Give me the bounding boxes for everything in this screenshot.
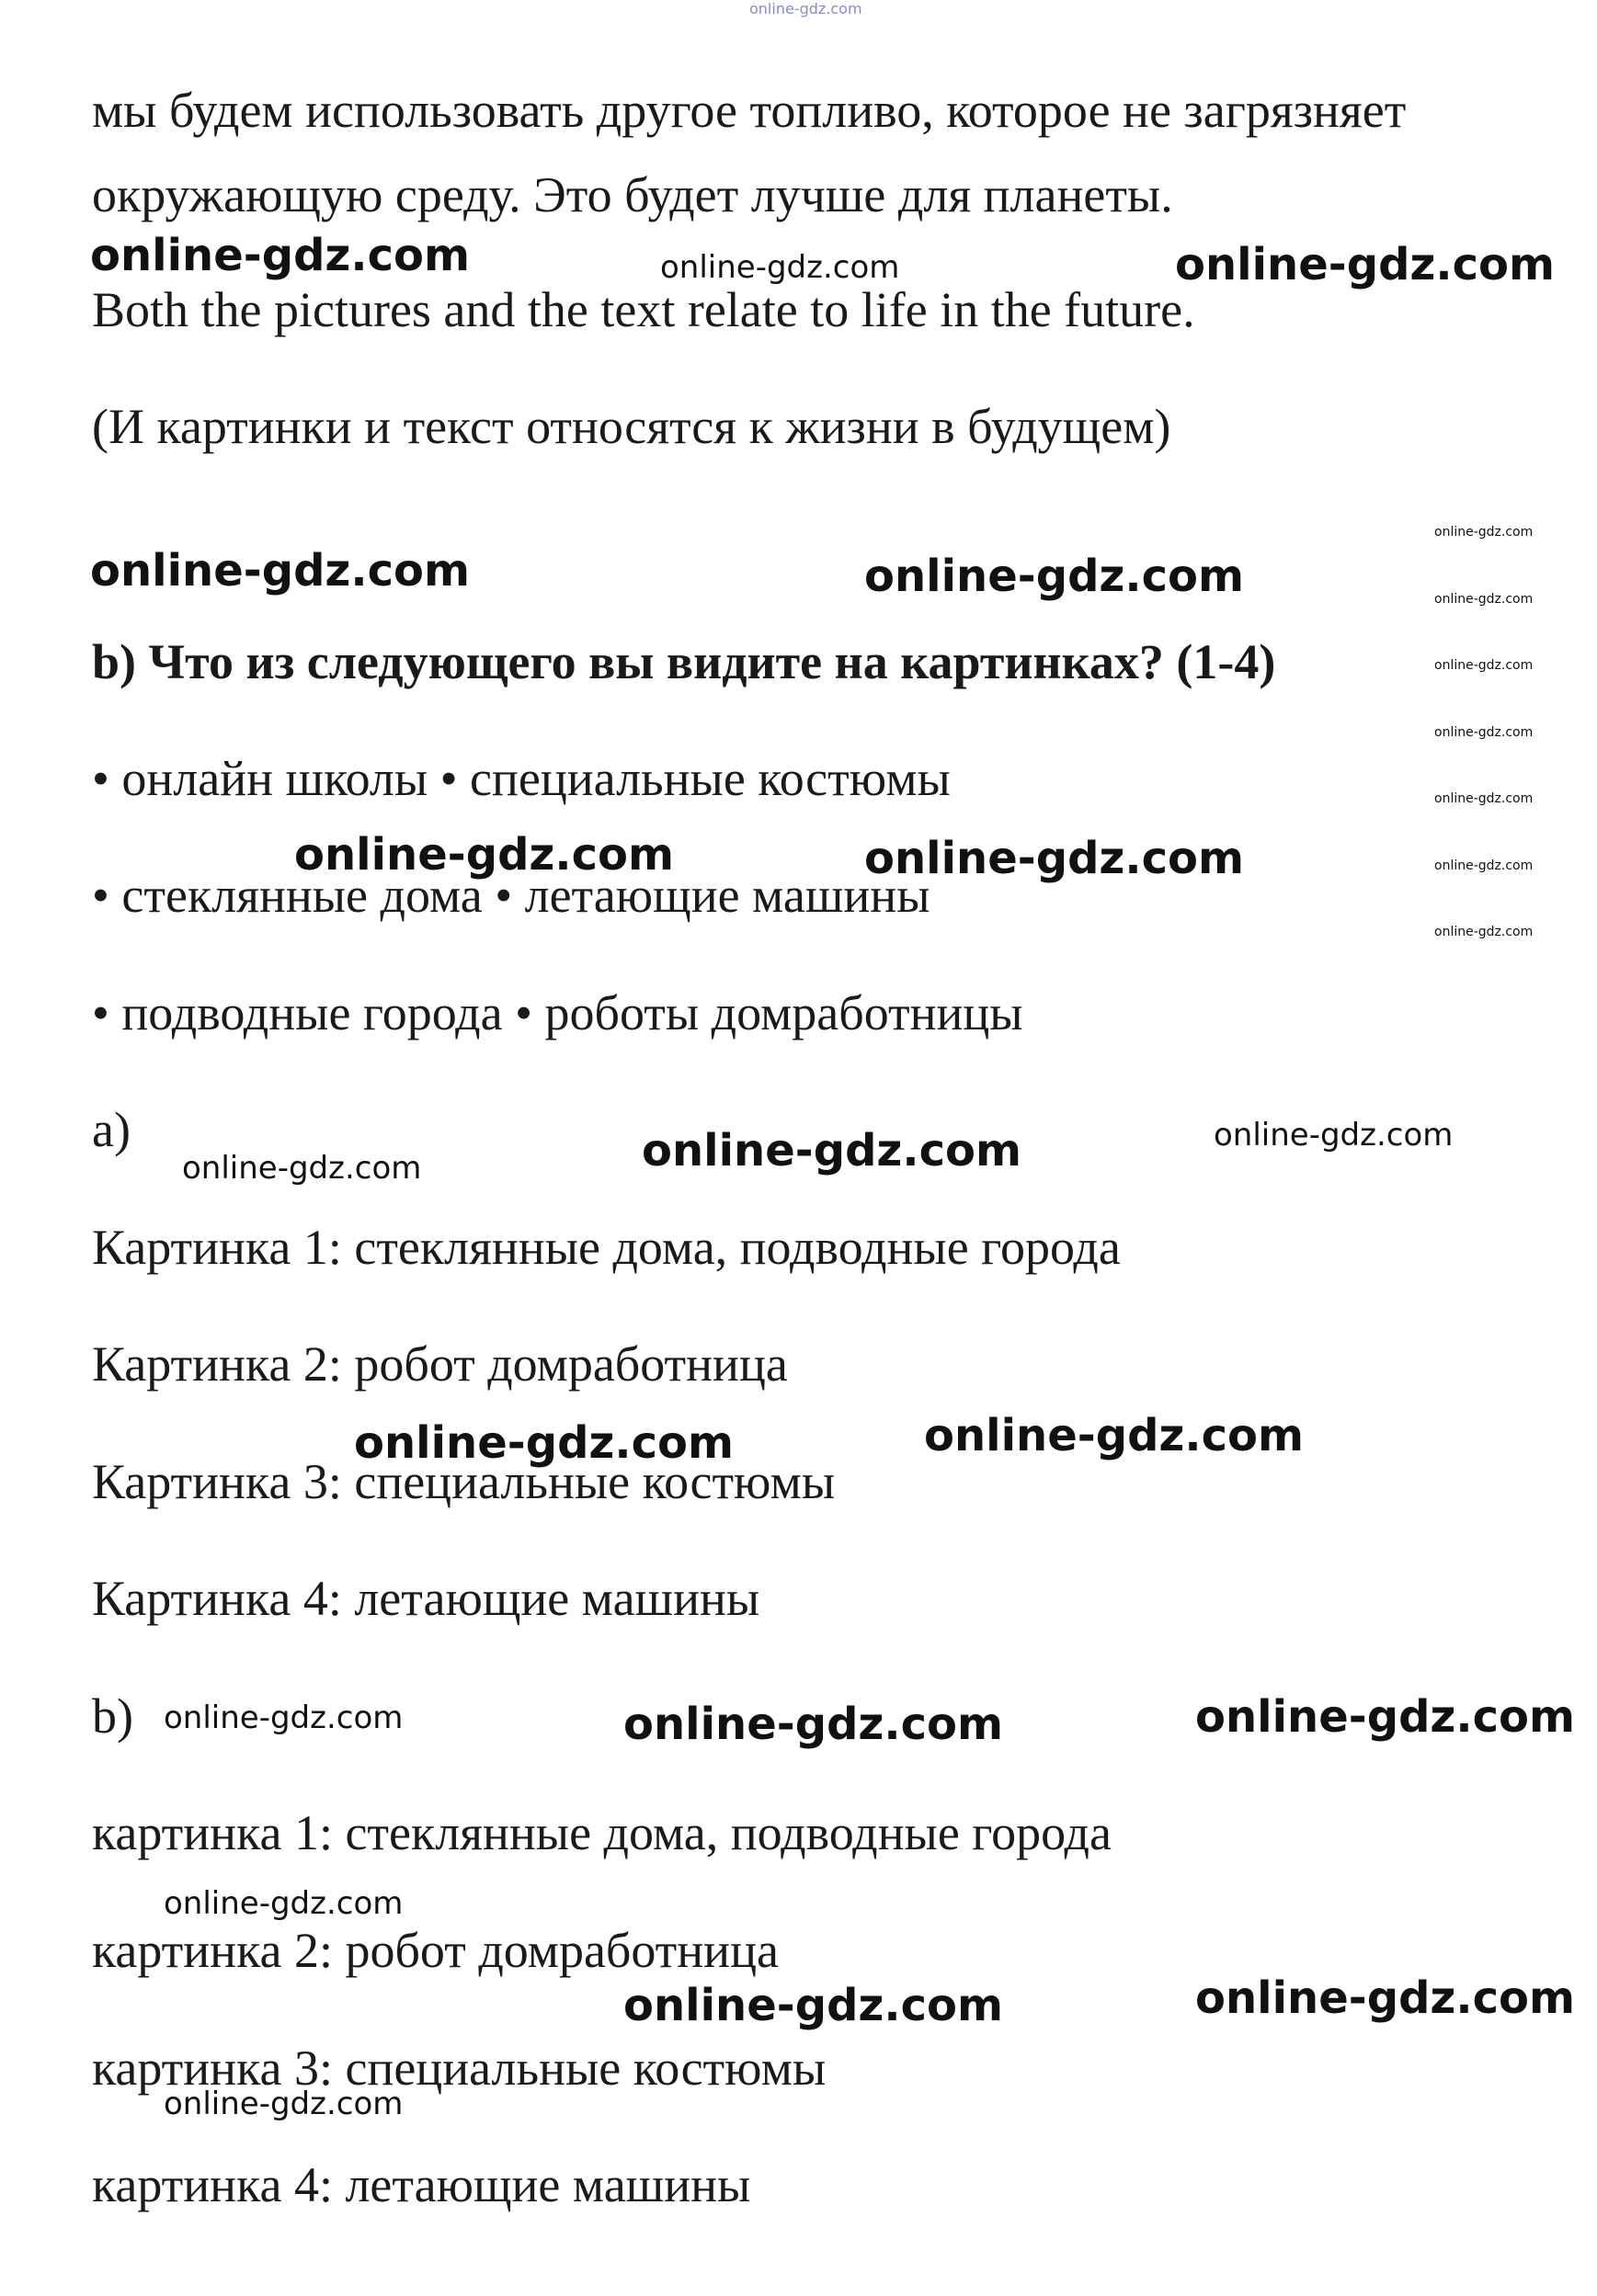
watermark: online-gdz.com — [164, 1699, 404, 1736]
watermark: online-gdz.com — [164, 1885, 404, 1922]
watermark: online-gdz.com — [623, 1699, 1004, 1750]
watermark: online-gdz.com — [354, 1417, 735, 1469]
watermark-small: online-gdz.com — [1434, 725, 1534, 740]
section-heading-b: b) Что из следующего вы видите на картинках? (1-4) — [92, 634, 1276, 689]
answer-a-picture-2: Картинка 2: робот домработница — [92, 1336, 788, 1392]
answer-a-picture-4: Картинка 4: летающие машины — [92, 1571, 760, 1626]
watermark-small: online-gdz.com — [1434, 592, 1534, 607]
watermark-small: online-gdz.com — [1434, 925, 1534, 939]
watermark: online-gdz.com — [1214, 1117, 1454, 1154]
watermark-small: online-gdz.com — [1434, 791, 1534, 806]
watermark: online-gdz.com — [90, 545, 471, 597]
watermark: online-gdz.com — [164, 2086, 404, 2122]
watermark: online-gdz.com — [182, 1150, 422, 1187]
answer-b-picture-4: картинка 4: летающие машины — [92, 2157, 751, 2212]
watermark: online-gdz.com — [864, 551, 1245, 602]
watermark: online-gdz.com — [864, 833, 1245, 884]
answer-b-picture-2: картинка 2: робот домработница — [92, 1923, 779, 1978]
watermark: online-gdz.com — [1195, 1691, 1576, 1743]
label-b: b) — [92, 1688, 133, 1744]
watermark: online-gdz.com — [1195, 1972, 1576, 2024]
bullet-line-3: • подводные города • роботы домработницы — [92, 985, 1023, 1040]
paragraph-translation: (И картинки и текст относятся к жизни в будущем) — [92, 399, 1171, 454]
watermark: online-gdz.com — [294, 829, 675, 881]
watermark: online-gdz.com — [660, 249, 900, 286]
answer-b-picture-3: картинка 3: специальные костюмы — [92, 2040, 827, 2096]
paragraph-line-2: окружающую среду. Это будет лучше для планеты. — [92, 167, 1173, 222]
watermark-small: online-gdz.com — [1434, 858, 1534, 873]
watermark: online-gdz.com — [642, 1125, 1022, 1176]
watermark: online-gdz.com — [1175, 239, 1556, 290]
bullet-line-2: • стеклянные дома • летающие машины — [92, 868, 930, 923]
watermark-top: online-gdz.com — [749, 0, 862, 17]
paragraph-english: Both the pictures and the text relate to life in the future. — [92, 282, 1195, 337]
watermark: online-gdz.com — [90, 230, 471, 281]
answer-a-picture-1: Картинка 1: стеклянные дома, подводные города — [92, 1220, 1121, 1275]
watermark-small: online-gdz.com — [1434, 525, 1534, 540]
watermark: online-gdz.com — [623, 1980, 1004, 2031]
watermark-small: online-gdz.com — [1434, 658, 1534, 673]
watermark: online-gdz.com — [924, 1410, 1305, 1461]
answer-a-picture-3: Картинка 3: специальные костюмы — [92, 1454, 836, 1509]
paragraph-line-1: мы будем использовать другое топливо, которое не загрязняет — [92, 83, 1407, 138]
label-a: a) — [92, 1102, 131, 1157]
bullet-line-1: • онлайн школы • специальные костюмы — [92, 751, 951, 806]
answer-b-picture-1: картинка 1: стеклянные дома, подводные города — [92, 1805, 1112, 1860]
